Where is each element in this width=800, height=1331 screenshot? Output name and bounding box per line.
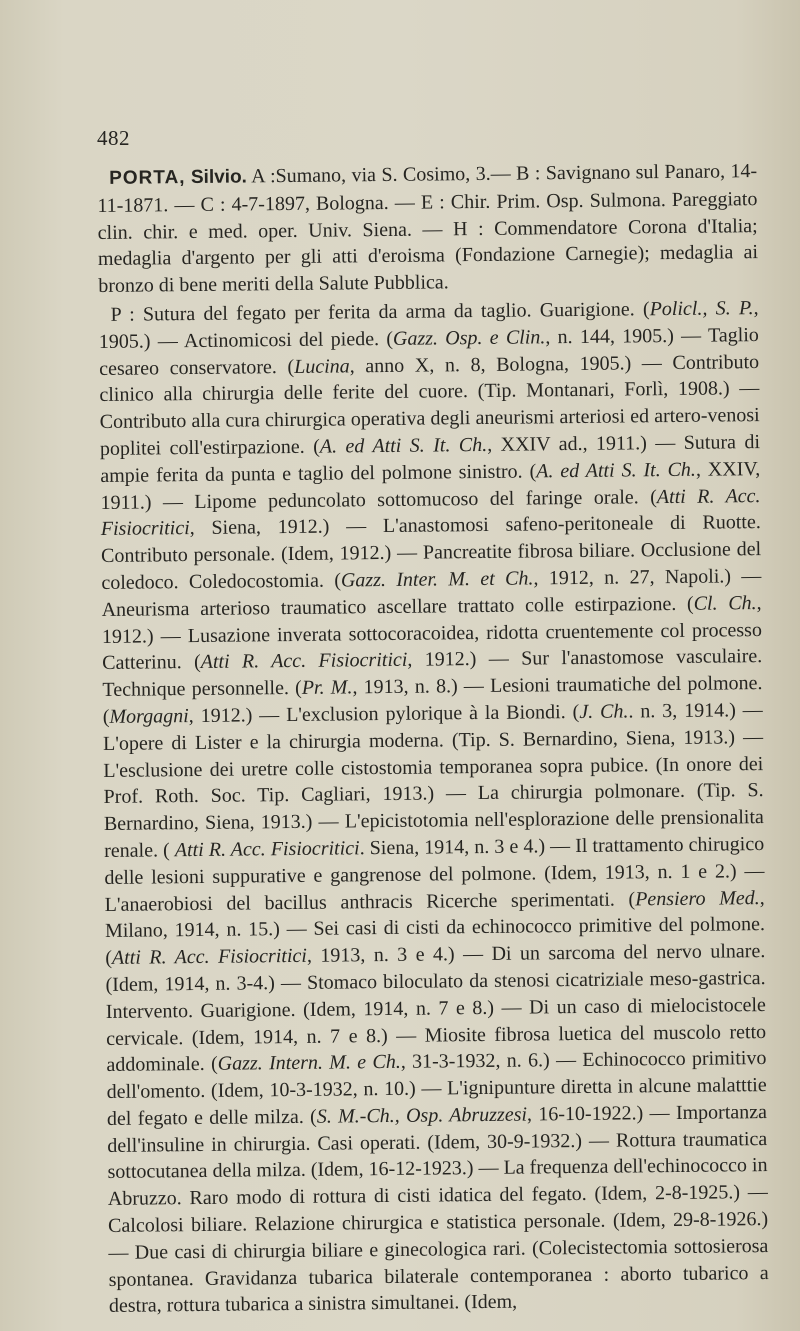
- publication-source-title: Cl. Ch.: [693, 591, 757, 615]
- publication-source-title: Lucina: [294, 354, 350, 378]
- publication-text: , 1905.) — Actinomicosi del piede. (: [98, 297, 759, 353]
- publication-text: , 1913, n. 8.) — Lesioni traumatiche del polmone. (: [102, 672, 763, 728]
- publication-source-title: Atti R. Acc. Fisiocritici: [100, 484, 761, 541]
- publication-source-title: A. ed Atti S. It. Ch.: [536, 458, 696, 483]
- publication-text: , 1912.) — L'exclusion pylorique à la Biondi. (: [188, 700, 580, 728]
- publication-source-title: J. Ch.: [579, 700, 629, 723]
- publication-source-title: Pr. M.: [301, 676, 353, 700]
- publication-text: P : Sutura del fegato per ferita da arma da taglio. Guarigione. (: [110, 298, 650, 326]
- page-number: 482: [97, 126, 130, 150]
- publication-text: , 16-10-1922.) — Importanza dell'insuline in chirurgia. Casi operati. (Idem, 30-9-1932.) — Rottura traumatica sottocutanea della milza. (Idem, 16-12-1923.) — La frequenza dell'echinococco in Abruzzo. Raro modo di rottura di cisti idatica del fegato. (Idem, 2-8-1925.) — Calcolosi biliare. Relazione chirurgica e statistica personale. (Idem, 29-8-1926.) — Due casi di chirurgia biliare e ginecologica rari. (Colecistectomia sottosierosa spontanea. Gravidanza tubarica bilaterale contemporanea : aborto tubarico a destra, rottura tubarica a sinistra simultanei. (Idem,: [107, 1100, 769, 1318]
- publication-text: , XXIV, 1911.) — Lipome peduncolato sottomucoso del faringe orale. (: [100, 457, 761, 514]
- entry-biography-text: A :Sumano, via S. Cosimo, 3.— B : Savignano sul Panaro, 14-11-1871. — C : 4-7-1897, Bologna. — E : Chir. Prim. Osp. Sulmona. Pareggiato clin. chir. e med. oper. Univ. Siena. — H : Commendatore Corona d'Italia; medaglia d'argento per gli atti d'eroisma (Fondazione Carnegie); medaglia ai bronzo di bene meriti della Salute Pubblica.: [97, 160, 759, 298]
- publication-source-title: S. M.-Ch., Osp. Abruzzesi: [316, 1103, 528, 1128]
- publication-text: , XXIV ad., 1911.) — Sutura di ampie ferita da punta e taglio del polmone sinistro. (: [100, 431, 761, 487]
- publication-source-title: Policl., S. P.: [649, 297, 754, 321]
- publication-source-title: Gazz. Inter. M. et Ch.: [340, 567, 534, 592]
- publication-text: , Milano, 1914, n. 15.) — Sei casi di cisti da echinococco primitive del polmone. (: [104, 886, 766, 970]
- publication-text: . n. 3, 1914.) — L'opere di Lister e la chirurgia moderna. (Tip. S. Bernardino, Siena, 1913.) — L'esclusione dei uretre colle cistostomia temporanea sopra pubice. (In onore dei Prof. Roth. Soc. Tip. Cagliari, 1913.) — La chirurgia polmonare. (Tip. S. Bernardino, Siena, 1913.) — L'epicistotomia nell'esplorazione delle prensionalita renale. (: [102, 698, 764, 862]
- publication-text: , 31-3-1932, n. 6.) — Echinococco primitivo dell'omento. (Idem, 10-3-1932, n. 10.) — L'ignipunture diretta in alcune malatttie del fegato e delle milza. (: [106, 1047, 767, 1130]
- entry-biography: [97, 158, 758, 300]
- publication-text: , n. 144, 1905.) — Taglio cesareo conservatore. (: [99, 323, 759, 380]
- entry-publications: [98, 295, 769, 1320]
- biographical-entry: [97, 158, 769, 1320]
- publication-text: , Siena, 1912.) — L'anastomosi safeno-peritoneale di Ruotte. Contributo personale. (Idem, 1912.) — Pancreatite fibrosa biliare. Occlusione del coledoco. Coledocostomia. (: [100, 511, 762, 594]
- publication-source-title: Pensiero Med.: [635, 886, 760, 910]
- publication-source-title: A. ed Atti S. It. Ch.: [319, 433, 488, 458]
- publication-text: , 1912.) — Lusazione inverata sottocoracoidea, ridotta cruentemente col processo Catterinu. (: [101, 591, 763, 675]
- publication-source-title: Atti R. Acc. Fisiocritici: [174, 837, 360, 862]
- publication-source-title: Gazz. Osp. e Clin.: [392, 326, 546, 350]
- publication-text: , anno X, n. 8, Bologna, 1905.) — Contributo clinico alla chirurgia delle ferite del cuore. (Tip. Montanari, Forlì, 1908.) — Contributo alla cura chirurgica operativa degli aneurismi arteriosi ed artero-venosi poplitei coll'estirpazione. (: [99, 350, 760, 460]
- publication-source-title: Atti R. Acc. Fisiocritici: [200, 649, 408, 674]
- publication-text: , 1912, n. 27, Napoli.) — Aneurisma arterioso traumatico ascellare trattato colle estirpazione. (: [101, 565, 762, 621]
- entry-given-name: Silvio.: [190, 166, 248, 189]
- publication-text: , 1913, n. 3 e 4.) — Di un sarcoma del nervo ulnare. (Idem, 1914, n. 3-4.) — Stomaco biloculato da stenosi cicatriziale meso-gastrica. Intervento. Guarigione. (Idem, 1914, n. 7 e 8.) — Di un caso di mielocistocele cervicale. (Idem, 1914, n. 7 e 8.) — Miosite fibrosa luetica del muscolo retto addominale. (: [105, 940, 767, 1077]
- publication-text: , 1912.) — Sur l'anastomose vasculaire. Technique personnelle. (: [102, 645, 763, 702]
- publication-text: . Siena, 1914, n. 3 e 4.) — Il trattamento chirugico delle lesioni suppurative e gangrenose del polmone. (Idem, 1913, n. 1 e 2.) — L'anaerobiosi del bacillus anthracis Ricerche sperimentati. (: [104, 832, 765, 916]
- publication-source-title: Morgagni: [109, 705, 189, 728]
- publication-source-title: Gazz. Intern. M. e Ch.: [217, 1051, 401, 1076]
- entry-surname: PORTA,: [109, 167, 186, 189]
- publication-source-title: Atti R. Acc. Fisiocritici: [111, 944, 308, 969]
